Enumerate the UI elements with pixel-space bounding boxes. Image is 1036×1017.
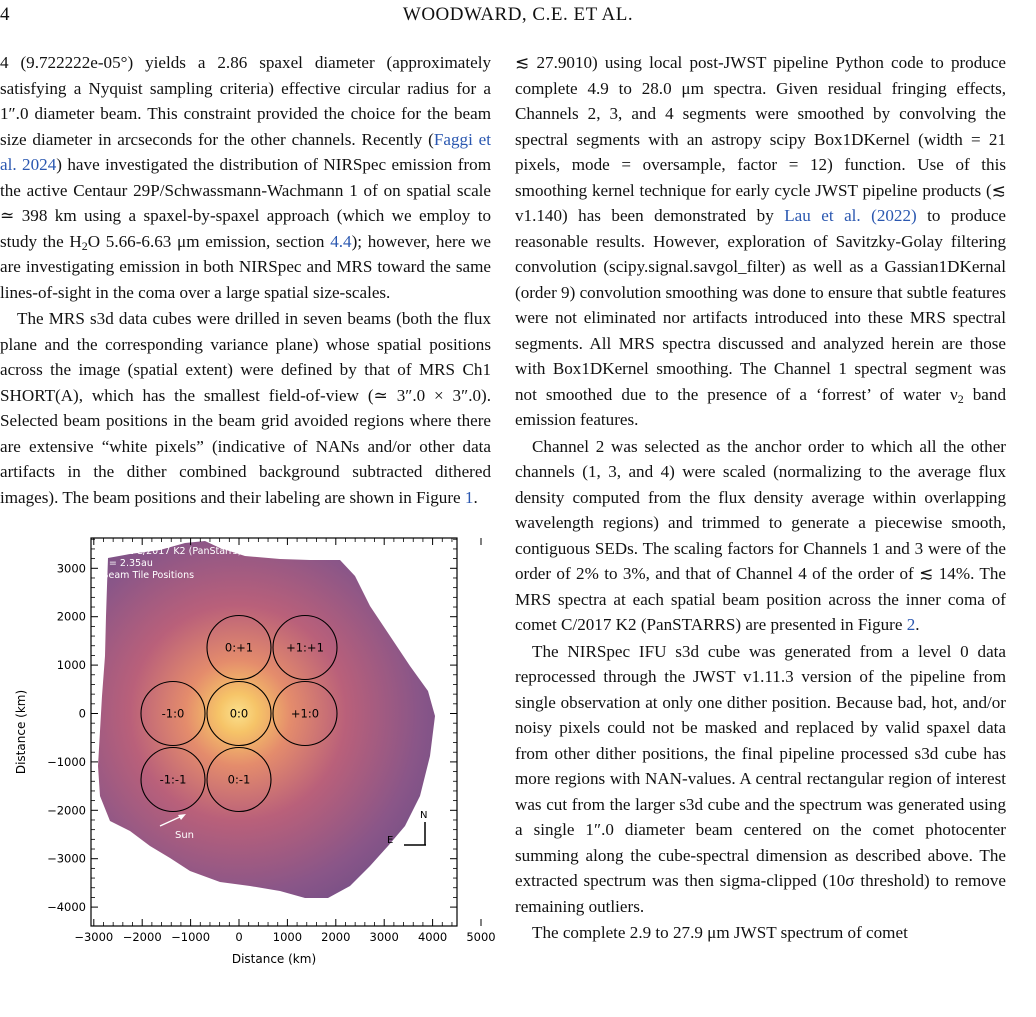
- text-run: ) have investigated the distribution of NIRSpec emission from the active Centaur 29P/Schwassmann-Wachmann 1 of on spatial scale ≃ 398 km using a spaxel-by-spaxel approach (which we employ to study the H: [0, 155, 491, 251]
- right-paragraph-1: [515, 50, 1006, 433]
- running-header: [0, 4, 1036, 28]
- text-run: O 5.66-6.63 μm emission, section: [87, 231, 331, 251]
- compass-north-label: N: [420, 810, 428, 821]
- citation-link[interactable]: 2: [906, 615, 916, 634]
- subscript: 2: [81, 238, 88, 253]
- text-run: ≲ 27.9010) using local post-JWST pipeline Python code to produce complete 4.9 to 28.0 μm spectra. Given residual fringing effects, Channels 2, 3, and 4 segments were smoothed by convolving the spectral segments with an astropy scipy Box1DKernel (width = 21 pixels, mode = oversample, factor = 12) function. Use of this smoothing kernel technique for early cycle JWST pipeline products (≲ v1.140) has been demonstrated by: [515, 53, 1006, 225]
- citation-link[interactable]: 1: [464, 487, 474, 507]
- y-tick-label: −4000: [47, 900, 86, 915]
- beam-label: +1:0: [290, 706, 320, 721]
- right-paragraph-2: [515, 434, 1006, 638]
- x-tick-label: −2000: [122, 930, 162, 944]
- y-tick-label: −1000: [47, 754, 86, 769]
- x-tick-label: 5000: [466, 930, 496, 944]
- subscript: 2: [957, 391, 964, 406]
- left-paragraph-1: [0, 50, 491, 305]
- legend-line-1: Comet C/2017 K2 (PanStarrs): [102, 546, 242, 557]
- citation-link[interactable]: Faggi et al. 2024: [0, 129, 492, 174]
- beam-label: -1:0: [161, 706, 185, 721]
- figure-1: [10, 526, 496, 1012]
- compass-east-label: E: [387, 835, 394, 846]
- y-tick-label: 1000: [56, 658, 86, 673]
- text-run: .: [915, 615, 920, 634]
- x-tick-label: 3000: [369, 930, 399, 944]
- text-run: 4 (9.722222e-05°) yields a 2.86 spaxel diameter (approximately satisfying a Nyquist sampling criteria) effective circular radius for a 1″.0 diameter beam. This constraint provided the choice for the beam size diameter in arcseconds for the other channels. Recently (: [0, 53, 491, 149]
- text-run: .: [473, 487, 478, 507]
- citation-link[interactable]: 4.4: [330, 231, 352, 251]
- right-paragraph-3: [515, 639, 1006, 920]
- beam-label: +1:+1: [286, 640, 324, 655]
- x-tick-label: 2000: [321, 930, 351, 944]
- y-tick-label: −2000: [47, 803, 86, 818]
- x-tick-label: −1000: [171, 930, 211, 944]
- text-run: The NIRSpec IFU s3d cube was generated from a level 0 data reprocessed through the JWST v1.11.3 version of the pipeline from single observation at only one dither position. Because bad, hot, and/or noisy pixels could not be masked and replaced by valid spaxel data from other dither positions, the final pipeline processed s3d cube has more regions with NAN-values. A central rectangular region of interest was cut from the larger s3d cube and the spectrum was generated using a single 1″.0 diameter beam centered on the comet photocenter summing along the cube-spectral dimension as described above. The extracted spectrum was then sigma-clipped (10σ threshold) to remove remaining outliers.: [515, 641, 1006, 916]
- beam-label: 0:+1: [224, 640, 254, 655]
- text-run: The complete 2.9 to 27.9 μm JWST spectrum of comet: [532, 923, 908, 942]
- beam-label: 0:-1: [227, 772, 251, 787]
- legend-line-2: r = 2.35au: [102, 558, 153, 569]
- running-head-title: WOODWARD, C.E. ET AL.: [402, 4, 634, 25]
- y-tick-label: 2000: [56, 609, 86, 624]
- right-column: [515, 50, 1006, 946]
- legend-line-3: Beam Tile Positions: [102, 570, 195, 581]
- x-tick-label: −3000: [74, 930, 114, 944]
- x-tick-label: 0: [235, 930, 243, 944]
- y-axis-label: Distance (km): [14, 689, 28, 775]
- text-run: Channel 2 was selected as the anchor order to which all the other channels (1, 3, and 4) were scaled (normalizing to the average flux density computed from the flux density average within overlapping wavelength regions) and trimmed to generate a piecewise smooth, contiguous SEDs. The scaling factors for Channels 1 and 3 were of the order of 2% to 3%, and that of Channel 4 of the order of ≲ 14%. The MRS spectra at each spatial beam position across the inner coma of comet C/2017 K2 (PanSTARRS) are presented in Figure: [515, 436, 1006, 634]
- x-tick-label: 1000: [272, 930, 303, 944]
- beam-label: 0:0: [229, 706, 249, 721]
- page-number: 4: [0, 4, 10, 25]
- left-paragraph-2: [0, 306, 491, 510]
- x-axis-label: Distance (km): [231, 952, 317, 966]
- text-run: The MRS s3d data cubes were drilled in seven beams (both the flux plane and the corresponding variance plane) whose spatial positions across the image (spatial extent) were defined by that of MRS Ch1 SHORT(A), which has the smallest field-of-view (≃ 3″.0 × 3″.0). Selected beam positions in the beam grid avoided regions where there are extensive “white pixels” (indicative of NANs and/or other data artifacts in the dither combined background subtracted dithered images). The beam positions and their labeling are shown in Figure: [0, 309, 491, 507]
- x-tick-label: 4000: [417, 930, 448, 944]
- text-run: to produce reasonable results. However, exploration of Savitzky-Golay filtering convolution (scipy.signal.savgol_filter) as well as a Gassian1DKernal (order 9) convolution smoothing was done to ensure that subtle features were not eliminated nor artifacts introduced into these MRS spectral segments. All MRS spectra discussed and analyzed herein are those with Box1DKernel smoothing. The Channel 1 spectral segment was not smoothed due to the presence of a ‘forrest’ of water ν: [515, 206, 1006, 404]
- y-tick-label: 3000: [56, 561, 86, 576]
- right-paragraph-4: [515, 920, 1006, 946]
- y-tick-label: 0: [78, 706, 86, 721]
- y-tick-label: −3000: [47, 851, 86, 866]
- citation-link[interactable]: Lau et al. (2022): [784, 206, 917, 225]
- sun-label: Sun: [175, 830, 195, 841]
- text-run: band emission features.: [515, 384, 1006, 429]
- beam-label: -1:-1: [159, 772, 187, 787]
- beam-map-plot: [10, 526, 496, 1012]
- text-run: ); however, here we are investigating emission in both NIRSpec and MRS toward the same lines-of-sight in the coma over a large spatial size-scales.: [0, 231, 491, 302]
- left-column: [0, 50, 491, 510]
